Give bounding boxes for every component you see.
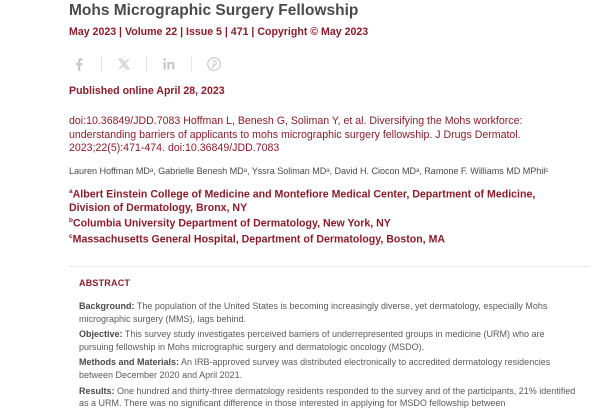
abstract-results bbox=[79, 385, 579, 410]
section-text: The population of the United States is becoming increasingly diverse, yet dermatology, especially Mohs micrographic surgery (MMS), lags behind. bbox=[79, 301, 548, 324]
affiliation-text: Albert Einstein College of Medicine and Montefiore Medical Center, Department of Medicine, Division of Dermatology, Bronx, NY bbox=[69, 188, 536, 214]
divider bbox=[146, 57, 147, 71]
divider bbox=[101, 57, 102, 71]
section-text: An IRB-approved survey was distributed electronically to accredited dermatology residencies between December 2020 and April 2021. bbox=[79, 357, 551, 380]
divider bbox=[191, 57, 192, 71]
abstract-body bbox=[79, 300, 579, 413]
abstract-methods bbox=[79, 356, 579, 381]
affiliation-a bbox=[69, 185, 574, 215]
linkedin-icon[interactable] bbox=[159, 54, 179, 74]
section-label: Results: bbox=[79, 385, 115, 396]
section-text: One hundred and thirty-three dermatology residents responded to the survey and of the participants, 21% identified as a URM. There was no significant difference in those interested in applying for MSDO fellowship between bbox=[79, 385, 576, 409]
affiliation-marker: a bbox=[69, 188, 73, 195]
section-label: Objective: bbox=[79, 329, 123, 340]
affiliation-text: Columbia University Department of Dermatology, New York, NY bbox=[72, 217, 391, 230]
abstract-background bbox=[79, 300, 579, 325]
abstract-panel bbox=[69, 266, 590, 417]
page-title: Mohs Micrographic Surgery Fellowship bbox=[69, 2, 359, 19]
abstract-heading: ABSTRACT bbox=[79, 278, 131, 288]
citation-link[interactable]: doi:10.36849/JDD.7083 Hoffman L, Benesh G, Soliman Y, et al. Diversifying the Mohs workforce: understanding barriers of applicants to mohs micrographic surgery fellowship. J Drugs Dermatol. 2023;22(5):471-474. doi:10.36849/JDD.7083 bbox=[69, 115, 523, 155]
abstract-objective bbox=[79, 328, 579, 353]
published-date: Published online April 28, 2023 bbox=[69, 85, 225, 97]
author-list: Lauren Hoffman MDᵃ, Gabrielle Benesh MDᵃ, Yssra Soliman MDᵃ, David H. Ciocon MDᵃ, Ramone F. Williams MD MPhilᶜ bbox=[69, 166, 549, 176]
affiliation-text: Massachusetts General Hospital, Department of Dermatology, Boston, MA bbox=[72, 233, 446, 246]
section-text: This survey study investigates perceived barriers of underrepresented groups in medicine (URM) who are pursuing fellowship in Mohs micrographic surgery and dermatologic oncology (MSDO). bbox=[79, 329, 545, 352]
share-bar bbox=[69, 53, 224, 75]
issue-meta: May 2023 | Volume 22 | Issue 5 | 471 | Copyright © May 2023 bbox=[69, 26, 369, 38]
affiliation-marker: b bbox=[69, 217, 73, 224]
section-label: Background: bbox=[79, 301, 135, 311]
pinterest-icon[interactable] bbox=[204, 54, 224, 74]
affiliation-b bbox=[69, 214, 574, 231]
facebook-icon[interactable] bbox=[69, 54, 89, 74]
affiliation-c bbox=[69, 230, 574, 247]
affiliation-marker: c bbox=[69, 233, 73, 240]
x-icon[interactable] bbox=[114, 54, 134, 74]
section-label: Methods and Materials: bbox=[79, 357, 180, 368]
